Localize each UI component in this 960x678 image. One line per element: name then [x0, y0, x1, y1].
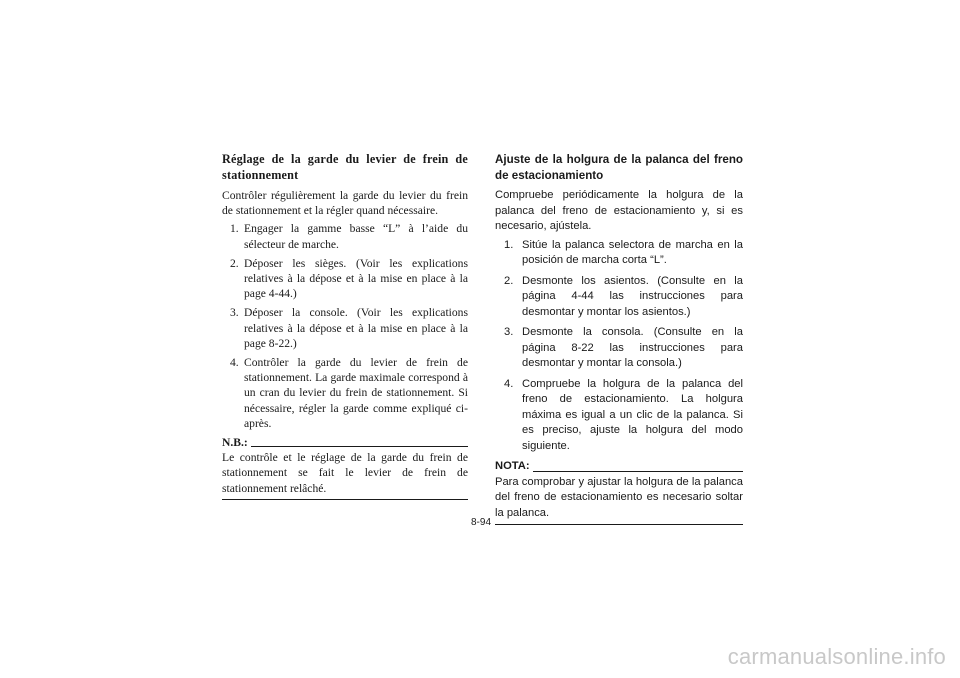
- page-number: 8-94: [471, 517, 492, 528]
- spanish-step-text: Compruebe la holgura de la palanca del freno de estacionamiento. La holgura máxima es igual a un clic de la palanca. Si es preciso, ajuste la holgura del modo siguiente.: [522, 377, 743, 452]
- french-step-text: Déposer la console. (Voir les explications relatives à la dépose et à la mise en place à la page 8-22.): [244, 306, 468, 350]
- spanish-heading: Ajuste de la holgura de la palanca del freno de estacionamiento: [495, 153, 743, 182]
- spanish-step-number: 3.: [504, 326, 514, 338]
- french-step-number: 4.: [230, 356, 239, 370]
- spanish-step: [495, 325, 743, 372]
- spanish-step: [495, 377, 743, 455]
- french-step: [222, 221, 468, 251]
- spanish-step-text: Desmonte la consola. (Consulte en la página 8-22 las instrucciones para desmontar y montar la consola.): [522, 326, 743, 369]
- french-note-label: N.B.:: [222, 436, 248, 450]
- french-step-number: 3.: [230, 306, 239, 320]
- spanish-column: [495, 152, 743, 525]
- spanish-step-number: 4.: [504, 377, 514, 390]
- spanish-note-text: Para comprobar y ajustar la holgura de la palanca del freno de estacionamiento es necesario soltar la palanca.: [495, 475, 743, 526]
- spanish-step-number: 2.: [504, 274, 514, 287]
- spanish-step: [495, 238, 743, 269]
- french-step: [222, 305, 468, 351]
- spanish-step-text: Desmonte los asientos. (Consulte en la página 4-44 las instrucciones para desmontar y montar los asientos.): [522, 274, 743, 318]
- french-step-number: 2.: [230, 256, 239, 270]
- french-step-text: Engager la gamme basse “L” à l’aide du sélecteur de marche.: [244, 222, 468, 251]
- french-step: [222, 355, 468, 431]
- spanish-steps: [495, 238, 743, 455]
- spanish-note-label: NOTA:: [495, 460, 530, 472]
- french-note-text: Le contrôle et le réglage de la garde du frein de stationnement se fait le levier de frein de stationnement relâché.: [222, 450, 468, 500]
- french-heading: Réglage de la garde du levier de frein de stationnement: [222, 152, 468, 182]
- spanish-step: [495, 274, 743, 321]
- spanish-note-header: [495, 459, 743, 475]
- french-column: [222, 152, 468, 500]
- french-steps: [222, 221, 468, 431]
- french-step: [222, 256, 468, 302]
- watermark[interactable]: carmanualsonline.info: [727, 644, 946, 669]
- spanish-step-text: Sitúe la palanca selectora de marcha en la posición de marcha corta “L”.: [522, 238, 743, 266]
- french-step-text: Déposer les sièges. (Voir les explications relatives à la dépose et à la mise en place à la page 4-44.): [244, 256, 468, 301]
- french-step-number: 1.: [230, 222, 239, 236]
- spanish-note-rule: [533, 471, 743, 472]
- french-note-header: [222, 435, 468, 450]
- french-intro: Contrôler régulièrement la garde du levier du frein de stationnement et la régler quand nécessaire.: [222, 189, 468, 218]
- spanish-intro: Compruebe periódicamente la holgura de la palanca del freno de estacionamiento y, si es necesario, ajústela.: [495, 189, 743, 232]
- french-step-text: Contrôler la garde du levier de frein de stationnement. La garde maximale correspond à un cran du levier du frein de stationnement. Si nécessaire, régler la garde comme expliqué ci-après.: [244, 356, 468, 430]
- french-note-rule: [251, 446, 468, 447]
- spanish-step-number: 1.: [504, 238, 514, 251]
